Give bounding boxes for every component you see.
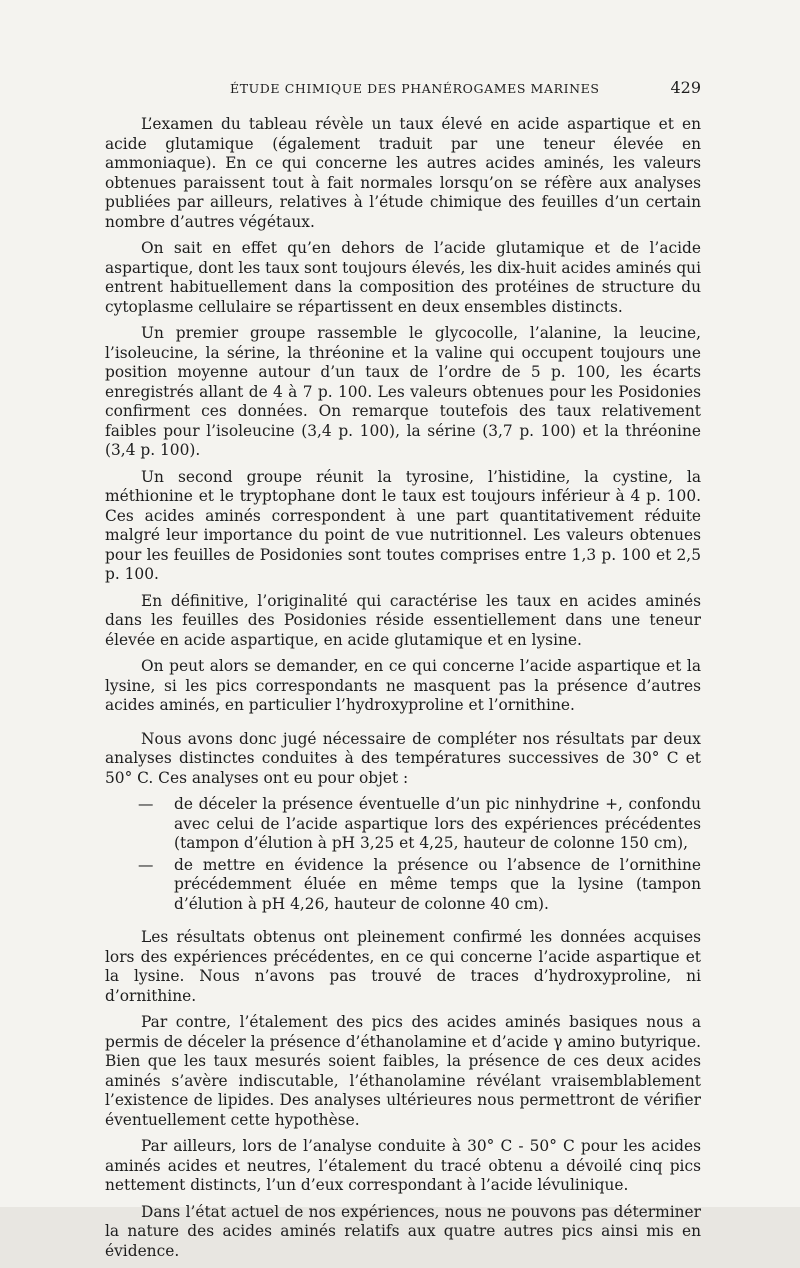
list-item-text: de mettre en évidence la présence ou l’absence de l’ornithine précédemment éluée en même temps que la lysine (tampon d’élution à pH 4,26, hauteur de colonne 40 cm). [174, 855, 701, 913]
paragraph: On sait en effet qu’en dehors de l’acide glutamique et de l’acide aspartique, dont les taux sont toujours élevés, les dix-huit acides aminés qui entrent habituellement dans la composition des protéines de structure du cytoplasme cellulaire se répartissent en deux ensembles distincts. [105, 239, 701, 316]
objectives-list [105, 795, 701, 914]
list-dash: — [138, 855, 154, 874]
running-header [105, 80, 701, 102]
list-dash: — [138, 795, 154, 813]
paragraph: Nous avons donc jugé nécessaire de compléter nos résultats par deux analyses distinctes conduites à des températures successives de 30° C et 50° C. Ces analyses ont eu pour objet : [105, 729, 701, 787]
body-text [105, 115, 701, 1268]
paragraph: En définitive, l’originalité qui caractérise les taux en acides aminés dans les feuilles des Posidonies réside essentiellement dans une teneur élevée en acide aspartique, en acide glutamique et en lysine. [105, 591, 701, 649]
list-item-text: de déceler la présence éventuelle d’un pic ninhydrine +, confondu avec celui de l’acide aspartique lors des expériences précédentes (tampon d’élution à pH 3,25 et 4,25, hauteur de colonne 150 cm), [174, 795, 701, 852]
paragraph: Par contre, l’étalement des pics des acides aminés basiques nous a permis de déceler la présence d’éthanolamine et d’acide γ amino butyrique. Bien que les taux mesurés soient faibles, la présence de ces deux acides aminés s’avère indiscutable, l’éthanolamine révélant vraisemblablement l’existence de lipides. Des analyses ultérieures nous permettront de vérifier éventuellement cette hypothèse. [105, 1013, 701, 1129]
paragraph: L’examen du tableau révèle un taux élevé en acide aspartique et en acide glutamique (également traduit par une teneur élevée en ammoniaque). En ce qui concerne les autres acides aminés, les valeurs obtenues paraissent tout à fait normales lorsqu’on se réfère aux analyses publiées par ailleurs, relatives à l’étude chimique des feuilles d’un certain nombre d’autres végétaux. [105, 115, 701, 231]
page-number: 429 [670, 78, 701, 97]
paragraph: Un premier groupe rassemble le glycocolle, l’alanine, la leucine, l’isoleucine, la sérine, la thréonine et la valine qui occupent toujours une position moyenne autour d’un taux de l’ordre de 5 p. 100, les écarts enregistrés allant de 4 à 7 p. 100. Les valeurs obtenues pour les Posidonies confirment ces données. On remarque toutefois des taux relativement faibles pour l’isoleucine (3,4 p. 100), la sérine (3,7 p. 100) et la thréonine (3,4 p. 100). [105, 324, 701, 459]
running-title: ÉTUDE CHIMIQUE DES PHANÉROGAMES MARINES [230, 81, 600, 96]
list-item [105, 795, 701, 854]
paragraph: On peut alors se demander, en ce qui concerne l’acide aspartique et la lysine, si les pics correspondants ne masquent pas la présence d’autres acides aminés, en particulier l’hydroxyproline et l’ornithine. [105, 657, 701, 714]
paragraph: Un second groupe réunit la tyrosine, l’histidine, la cystine, la méthionine et le tryptophane dont le taux est toujours inférieur à 4 p. 100. Ces acides aminés correspondent à une part quantitativement réduite malgré leur importance du point de vue nutritionnel. Les valeurs obtenues pour les feuilles de Posidonies sont toutes comprises entre 1,3 p. 100 et 2,5 p. 100. [105, 467, 701, 583]
list-item [105, 856, 701, 915]
paragraph: Par ailleurs, lors de l’analyse conduite à 30° C - 50° C pour les acides aminés acides et neutres, l’étalement du tracé obtenu a dévoilé cinq pics nettement distincts, l’un d’eux correspondant à l’acide lévulinique. [105, 1137, 701, 1194]
paragraph: Les résultats obtenus ont pleinement confirmé les données acquises lors des expériences précédentes, en ce qui concerne l’acide aspartique et la lysine. Nous n’avons pas trouvé de traces d’hydroxyproline, ni d’ornithine. [105, 928, 701, 1005]
paragraph: Dans l’état actuel de nos expériences, nous ne pouvons pas déterminer la nature des acides aminés relatifs aux quatre autres pics ainsi mis en évidence. [105, 1202, 701, 1260]
